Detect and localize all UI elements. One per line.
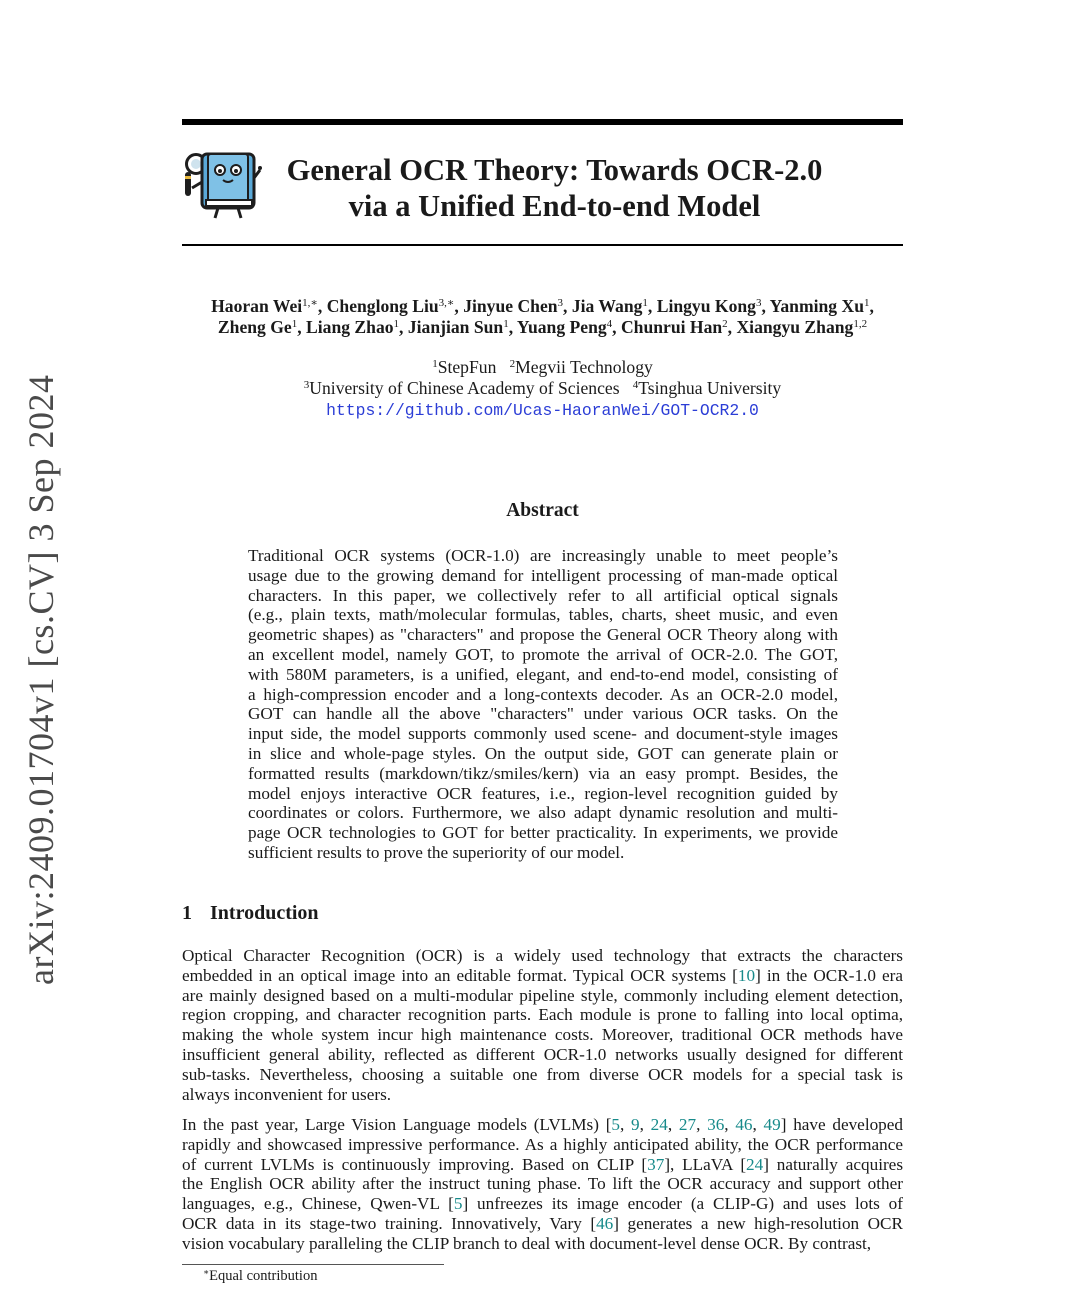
section-title: Introduction: [210, 902, 319, 924]
title-bottom-rule: [182, 244, 903, 246]
text-run: ] unfreezes its image encoder (a CLIP-G) and uses lots of: [462, 1194, 903, 1214]
paragraph-line: [182, 1115, 903, 1135]
author-affiliation-marker: 1: [393, 318, 400, 330]
text-run: vision vocabulary paralleling the CLIP branch to deal with document-level dense OCR. By contrast,: [182, 1233, 872, 1253]
citation-link[interactable]: 24: [650, 1115, 668, 1134]
affil-marker: 2: [509, 358, 516, 370]
author-affiliation-marker: 3: [557, 297, 564, 309]
author-affiliation-marker: 3,∗: [438, 297, 455, 309]
citation-link[interactable]: 5: [611, 1115, 621, 1134]
abstract-heading: Abstract: [506, 500, 579, 521]
intro-paragraph-1: [182, 946, 903, 1104]
abstract-line: (e.g., plain texts, math/molecular formulas, tables, charts, sheet music, and even: [248, 605, 838, 625]
text-run: ] in the OCR-1.0 era: [755, 965, 903, 985]
paragraph-line: [182, 1194, 903, 1214]
text-run: ,: [639, 1115, 651, 1134]
text-run: insufficient general ability, reflected as different OCR-1.0 networks usually designed for different: [182, 1044, 903, 1064]
affiliations: [150, 357, 935, 421]
author-affiliation-marker: 2: [722, 318, 728, 330]
paragraph-line: [182, 1025, 903, 1045]
text-run: ,: [620, 1115, 632, 1134]
text-run: always inconvenient for users.: [182, 1084, 392, 1104]
author-line-2: Zheng Ge$^1$, Liang Zhao$^1$, Jianjian Sun$^1$, Yuang Peng$^4$, Chunrui Han$^2$, Xiangyu Zhang$^{1,2}$: [217, 317, 868, 337]
paragraph-line: [182, 1135, 903, 1155]
citation-link[interactable]: 46: [596, 1213, 614, 1233]
footnote-rule: [182, 1264, 444, 1265]
citation-link[interactable]: 36: [707, 1115, 725, 1134]
citation-link[interactable]: 49: [763, 1115, 781, 1134]
github-repo-link[interactable]: https://github.com/Ucas-HaoranWei/GOT-OCR2.0: [326, 401, 759, 420]
text-run: ,: [696, 1115, 708, 1134]
author-name: Jia Wang: [571, 296, 643, 316]
abstract-line: formatted results (markdown/tikz/smiles/kern) via an easy prompt. Besides, the: [248, 763, 838, 783]
abstract-line: an excellent model, namely GOT, to promote the arrival of OCR-2.0. The GOT,: [248, 644, 838, 664]
paragraph-line: [182, 1065, 903, 1085]
arxiv-identifier-stamp: arXiv:2409.01704v1 [cs.CV] 3 Sep 2024: [21, 374, 61, 985]
text-run: ], LLaVA [: [664, 1154, 747, 1174]
section-heading-introduction: [182, 902, 319, 925]
text-run: making the whole system incur high maintenance costs. Moreover, traditional OCR methods have: [182, 1025, 903, 1045]
text-run: ] naturally acquires: [763, 1154, 904, 1174]
text-run: ] generates a new high-resolution OCR: [613, 1213, 903, 1233]
title-line-1: General OCR Theory: Towards OCR-2.0: [286, 153, 823, 187]
text-run: [: [732, 965, 738, 985]
paragraph-line: [182, 966, 903, 986]
text-run: ,: [667, 1115, 679, 1134]
text-run: ] have developed: [780, 1115, 903, 1134]
paragraph-line: [182, 1234, 903, 1254]
intro-paragraph-2: [182, 1115, 903, 1254]
text-run: ,: [752, 1115, 764, 1134]
abstract-line: page OCR technologies to GOT for better practicality. In experiments, we provide: [248, 823, 838, 843]
abstract-line: with 580M parameters, is a unified, elegant, and end-to-end model, consisting of: [248, 664, 838, 684]
text-run: the English OCR ability after the instruct tuning phase. To lift the OCR accuracy and support other: [182, 1174, 903, 1194]
affiliation-line-3: [150, 399, 935, 421]
abstract-line: model enjoys interactive OCR features, i.e., region-level recognition guided by: [248, 783, 838, 803]
paragraph-line: [182, 1174, 903, 1194]
author-name: Yanming Xu: [769, 296, 864, 316]
author-affiliation-marker: 1,2: [853, 318, 868, 330]
author-affiliation-marker: 4: [606, 318, 613, 330]
author-line-1: Haoran Wei$^{1,∗}$, Chenglong Liu$^{3,∗}$, Jinyue Chen$^3$, Jia Wang$^1$, Lingyu Kong$^3$, Yanming Xu$^1$,: [211, 296, 874, 316]
author-name: Zheng Ge: [217, 317, 292, 337]
title-top-rule: [182, 119, 903, 125]
author-name: Liang Zhao: [306, 317, 394, 337]
footnote: [203, 1268, 317, 1285]
abstract-line: in slice and whole-page styles. On the output side, GOT can generate plain or: [248, 743, 838, 763]
abstract-line: characters. In this paper, we collectively refer to all artificial optical signals: [248, 585, 838, 605]
affil-marker: 1: [432, 358, 438, 370]
abstract-line: Traditional OCR systems (OCR-1.0) are increasingly unable to meet people’s: [248, 546, 838, 565]
affiliation-line-2: [150, 378, 935, 399]
author-affiliation-marker: 3: [755, 297, 762, 309]
author-name: Haoran Wei: [211, 296, 303, 316]
affiliation-line-1: [150, 357, 935, 378]
citation-link[interactable]: 37: [647, 1154, 665, 1174]
abstract-line: usage due to the growing demand for intelligent processing of man-made optical: [248, 565, 838, 585]
title-line-2: via a Unified End-to-end Model: [348, 189, 761, 223]
author-affiliation-marker: 1: [291, 318, 298, 330]
text-run: rapidly and showcased impressive performance. As a highly anticipated ability, the OCR performance: [182, 1134, 903, 1154]
text-run: In the past year, Large Vision Language models (LVLMs) [: [182, 1115, 612, 1134]
citation-link[interactable]: 46: [735, 1115, 753, 1134]
paper-title: [262, 152, 847, 224]
author-name: Xiangyu Zhang: [736, 317, 854, 337]
paragraph-line: [182, 1085, 903, 1105]
affiliation-tsinghua: Tsinghua University: [638, 378, 782, 398]
text-run: are mainly designed based on a multi-modular pipeline style, commonly including element detection,: [182, 985, 903, 1005]
citation-link[interactable]: 10: [737, 965, 756, 985]
author-affiliation-marker: 1: [503, 318, 509, 330]
abstract-line: geometric shapes) as "characters" and propose the General OCR Theory along with: [248, 625, 838, 645]
citation-link[interactable]: 24: [746, 1154, 764, 1174]
paragraph-line: [182, 946, 903, 966]
affiliation-ucas: University of Chinese Academy of Sciences: [309, 378, 620, 398]
abstract-line: coordinates or colors. Furthermore, we also adapt dynamic resolution and multi-: [248, 803, 838, 823]
footnote-text: Equal contribution: [209, 1268, 318, 1284]
paragraph-line: [182, 1155, 903, 1175]
author-affiliation-marker: 1,∗: [302, 297, 318, 309]
citation-link[interactable]: 9: [631, 1115, 640, 1134]
paragraph-line: [182, 1214, 903, 1234]
author-affiliation-marker: 1: [642, 297, 648, 309]
author-name: Jinyue Chen: [463, 296, 558, 316]
abstract-line: sufficient results to prove the superiority of our model.: [248, 842, 625, 862]
affil-marker: 3: [303, 379, 310, 391]
paragraph-line: [182, 986, 903, 1006]
citation-link[interactable]: 27: [678, 1115, 697, 1134]
text-run: embedded in an optical image into an editable format. Typical OCR systems: [182, 965, 733, 985]
paragraph-line: [182, 1045, 903, 1065]
affiliation-megvii: Megvii Technology: [515, 357, 653, 377]
text-run: OCR data in its stage-two training. Innovatively, Vary [: [182, 1213, 597, 1233]
text-run: ,: [724, 1115, 736, 1134]
abstract-line: GOT can handle all the above "characters" under various OCR tasks. On the: [248, 704, 838, 724]
text-run: Optical Character Recognition (OCR) is a widely used technology that extracts the characters: [182, 946, 903, 965]
text-run: region cropping, and character recognition parts. Each module is prone to falling into local optima,: [182, 1005, 903, 1025]
author-list: [150, 296, 935, 338]
citation-link[interactable]: 5: [453, 1194, 463, 1214]
abstract-body: [248, 546, 838, 863]
footnote-marker: ∗: [203, 1267, 210, 1277]
affil-marker: 4: [632, 379, 639, 391]
section-number: 1: [182, 902, 192, 924]
author-name: Lingyu Kong: [656, 296, 756, 316]
author-affiliation-marker: 1: [863, 297, 870, 309]
author-name: Chenglong Liu: [326, 296, 439, 316]
affiliation-stepfun: StepFun: [437, 357, 497, 377]
text-run: sub-tasks. Nevertheless, choosing a suitable one from diverse OCR models for a special task is: [182, 1064, 903, 1084]
author-name: Jianjian Sun: [407, 317, 504, 337]
author-name: Yuang Peng: [516, 317, 607, 337]
text-run: of current LVLMs is continuously improving. Based on CLIP [: [182, 1154, 648, 1174]
abstract-line: input side, the model supports commonly used scene- and document-style images: [248, 724, 838, 744]
author-name: Chunrui Han: [620, 317, 723, 337]
text-run: languages, e.g., Chinese, Qwen-VL [: [182, 1194, 454, 1214]
abstract-line: a high-compression encoder and a long-contexts decoder. As an OCR-2.0 model,: [248, 684, 838, 704]
paragraph-line: [182, 1005, 903, 1025]
ocr-book-robot-logo-icon: [182, 148, 262, 220]
